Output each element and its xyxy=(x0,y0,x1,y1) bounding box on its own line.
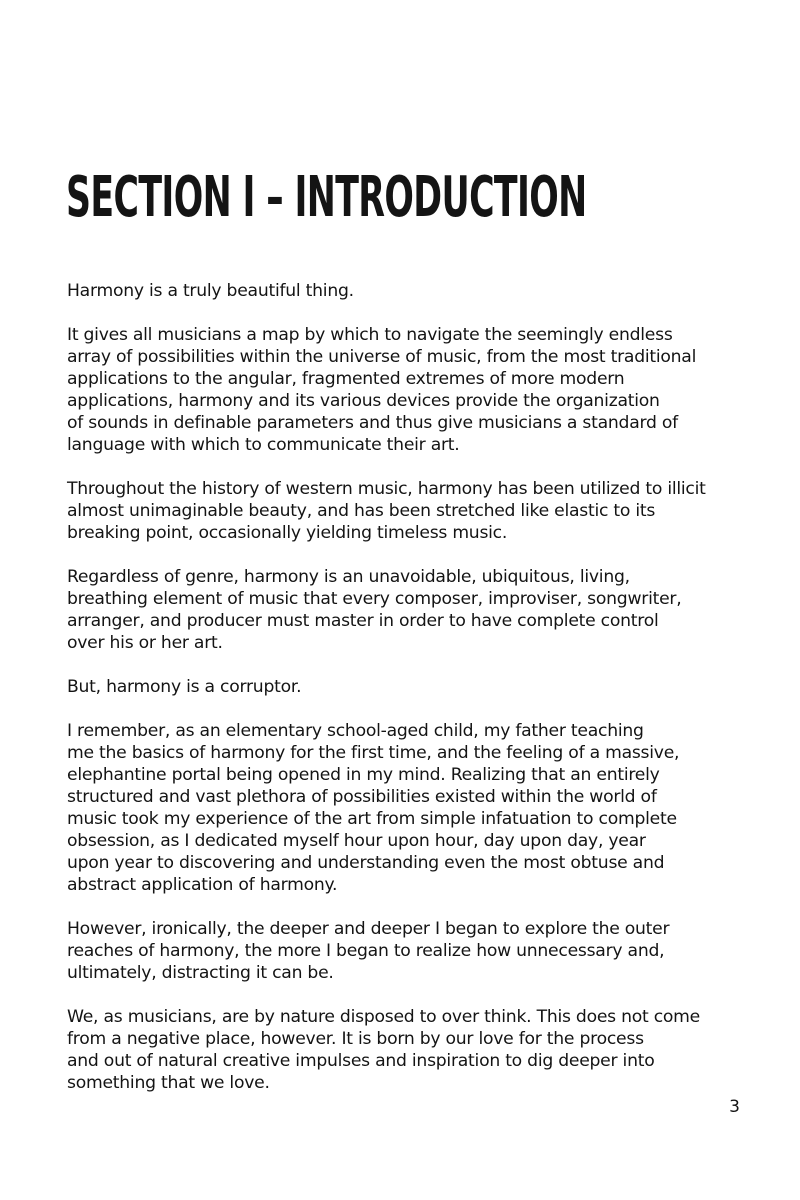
text-line: of sounds in definable parameters and thus give musicians a standard of xyxy=(67,413,678,433)
text-line: Throughout the history of western music, harmony has been utilized to illicit xyxy=(67,479,706,499)
text-line: arranger, and producer must master in order to have complete control xyxy=(67,611,659,631)
section-title: SECTION I – INTRODUCTION xyxy=(66,165,587,230)
text-line: elephantine portal being opened in my mind. Realizing that an entirely xyxy=(67,765,660,785)
text-line: reaches of harmony, the more I began to realize how unnecessary and, xyxy=(67,941,665,961)
paragraph xyxy=(67,566,739,654)
text-line: Regardless of genre, harmony is an unavoidable, ubiquitous, living, xyxy=(67,567,630,587)
text-line: ultimately, distracting it can be. xyxy=(67,963,334,983)
text-line: However, ironically, the deeper and deeper I began to explore the outer xyxy=(67,919,670,939)
paragraph xyxy=(67,676,739,698)
text-line: something that we love. xyxy=(67,1073,270,1093)
text-line: over his or her art. xyxy=(67,633,223,653)
text-line: array of possibilities within the universe of music, from the most traditional xyxy=(67,347,697,367)
text-line: I remember, as an elementary school-aged child, my father teaching xyxy=(67,721,644,741)
page-number: 3 xyxy=(729,1097,740,1117)
paragraph xyxy=(67,478,739,544)
text-line: Harmony is a truly beautiful thing. xyxy=(67,281,354,301)
text-line: It gives all musicians a map by which to navigate the seemingly endless xyxy=(67,325,673,345)
text-line: upon year to discovering and understanding even the most obtuse and xyxy=(67,853,665,873)
paragraph xyxy=(67,1006,739,1094)
text-line: language with which to communicate their art. xyxy=(67,435,460,455)
text-line: breathing element of music that every composer, improviser, songwriter, xyxy=(67,589,682,609)
text-line: We, as musicians, are by nature disposed to over think. This does not come xyxy=(67,1007,700,1027)
text-line: applications, harmony and its various devices provide the organization xyxy=(67,391,660,411)
paragraph xyxy=(67,918,739,984)
text-line: obsession, as I dedicated myself hour upon hour, day upon day, year xyxy=(67,831,646,851)
paragraph xyxy=(67,324,739,456)
paragraph xyxy=(67,720,739,896)
text-line: from a negative place, however. It is born by our love for the process xyxy=(67,1029,644,1049)
text-line: breaking point, occasionally yielding timeless music. xyxy=(67,523,508,543)
body-text xyxy=(67,280,739,1116)
text-line: But, harmony is a corruptor. xyxy=(67,677,302,697)
text-line: and out of natural creative impulses and inspiration to dig deeper into xyxy=(67,1051,655,1071)
text-line: music took my experience of the art from simple infatuation to complete xyxy=(67,809,677,829)
text-line: applications to the angular, fragmented extremes of more modern xyxy=(67,369,625,389)
text-line: almost unimaginable beauty, and has been stretched like elastic to its xyxy=(67,501,656,521)
paragraph xyxy=(67,280,739,302)
text-line: structured and vast plethora of possibilities existed within the world of xyxy=(67,787,657,807)
text-line: abstract application of harmony. xyxy=(67,875,338,895)
text-line: me the basics of harmony for the first time, and the feeling of a massive, xyxy=(67,743,680,763)
